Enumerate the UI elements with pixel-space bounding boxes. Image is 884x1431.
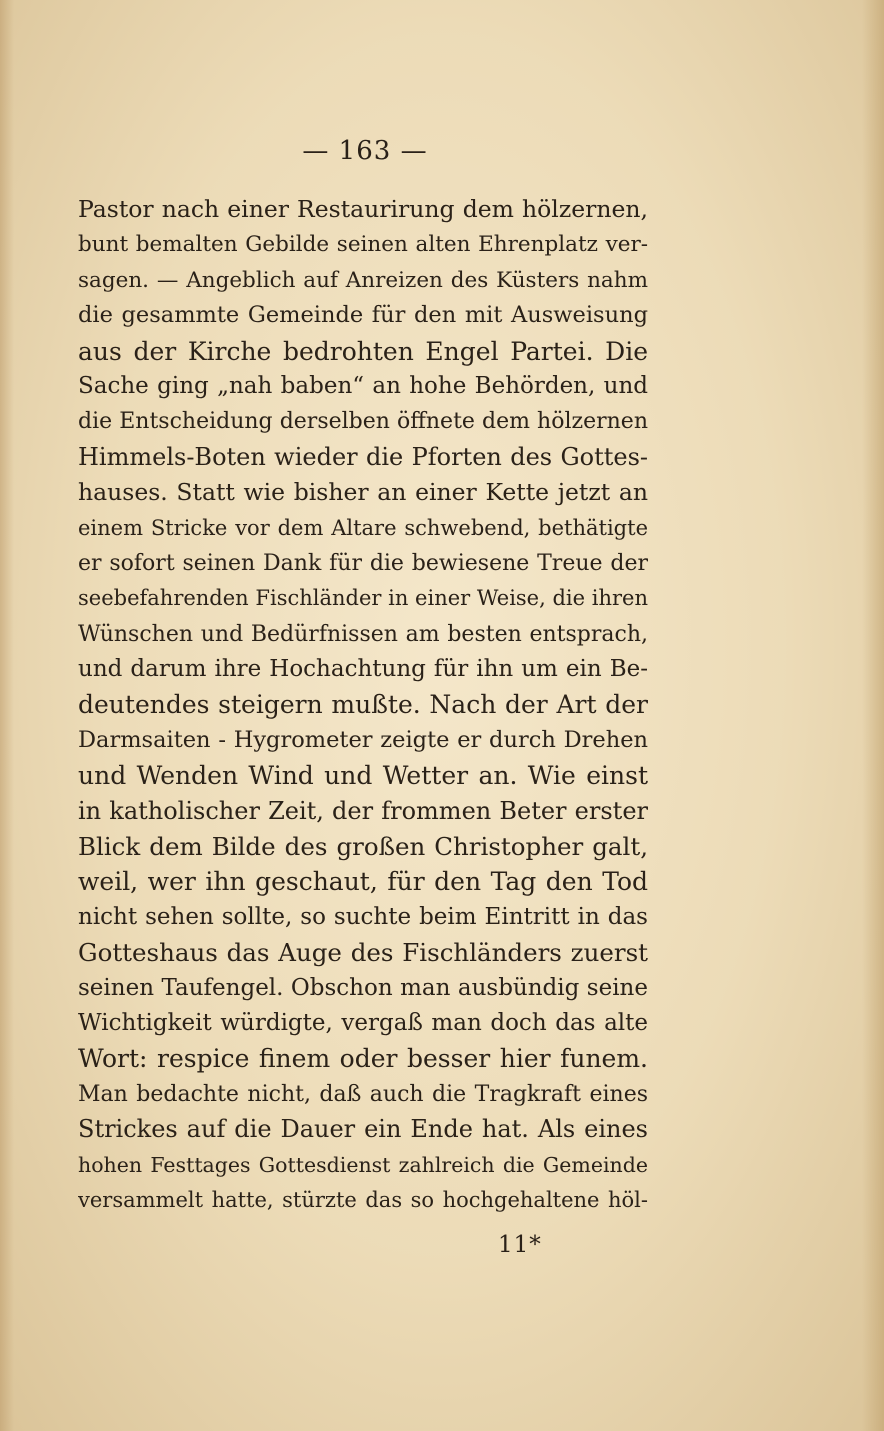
text-line: Strickes auf die Dauer ein Ende hat. Als eines	[78, 1115, 648, 1144]
text-line: Blick dem Bilde des großen Christopher galt,	[78, 832, 648, 862]
text-line: Darmsaiten - Hygrometer zeigte er durch Drehen	[78, 726, 648, 753]
text-line: und darum ihre Hochachtung für ihn um ein Be-	[78, 656, 648, 683]
text-line: seinen Taufengel. Obschon man ausbündig seine	[78, 974, 648, 1001]
text-line: bunt bemalten Gebilde seinen alten Ehrenplatz ver-	[78, 232, 648, 258]
text-line: weil, wer ihn geschaut, für den Tag den Tod	[78, 867, 648, 897]
text-line: die Entscheidung derselben öffnete dem hölzernen	[78, 409, 648, 435]
text-line: die gesammte Gemeinde für den mit Ausweisung	[78, 302, 648, 329]
text-line: versammelt hatte, stürzte das so hochgehaltene höl-	[78, 1187, 648, 1212]
text-line: in katholischer Zeit, der frommen Beter erster	[78, 796, 648, 825]
text-line: Wünschen und Bedürfnissen am besten entsprach,	[78, 621, 648, 647]
page-edge-left	[0, 0, 14, 1431]
text-line: er sofort seinen Dank für die bewiesene Treue der	[78, 550, 648, 576]
body-text	[78, 192, 648, 1218]
text-line: einem Stricke vor dem Altare schwebend, bethätigte	[78, 515, 648, 540]
page-edge-right	[862, 0, 884, 1431]
text-line: deutendes steigern mußte. Nach der Art der	[78, 690, 648, 720]
text-line: seebefahrenden Fischländer in einer Weise, die ihren	[78, 586, 648, 611]
text-line: hauses. Statt wie bisher an einer Kette jetzt an	[78, 478, 648, 507]
signature-mark: 11*	[498, 1232, 542, 1258]
text-line: Sache ging „nah baben“ an hohe Behörden, und	[78, 372, 648, 399]
text-line: aus der Kirche bedrohten Engel Partei. Die	[78, 336, 648, 366]
text-line: und Wenden Wind und Wetter an. Wie einst	[78, 761, 648, 791]
text-line: Wort: respice finem oder besser hier funem.	[78, 1044, 648, 1074]
text-line: hohen Festtages Gottesdienst zahlreich die Gemeinde	[78, 1152, 648, 1177]
text-line: Gotteshaus das Auge des Fischländers zuerst	[78, 938, 648, 968]
text-line: Pastor nach einer Restaurirung dem hölzernen,	[78, 195, 648, 223]
text-line: Himmels-Boten wieder die Pforten des Gottes-	[78, 442, 648, 471]
page-number: — 163 —	[302, 136, 428, 166]
text-line: sagen. — Angeblich auf Anreizen des Küsters nahm	[78, 267, 648, 293]
text-line: Wichtigkeit würdigte, vergaß man doch das alte	[78, 1009, 648, 1036]
text-line: Man bedachte nicht, daß auch die Tragkraft eines	[78, 1081, 648, 1107]
text-line: nicht sehen sollte, so suchte beim Eintritt in das	[78, 903, 648, 930]
